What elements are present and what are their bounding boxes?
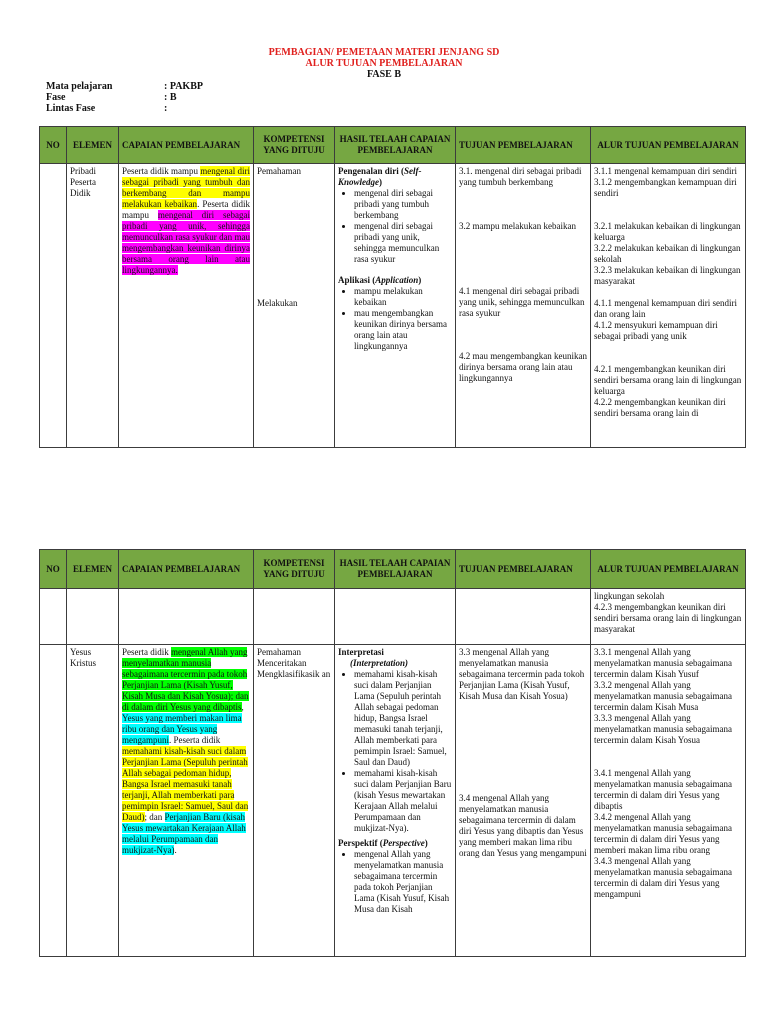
col-header-tujuan: TUJUAN PEMBELAJARAN: [456, 127, 591, 164]
telaah-list-2: • mengenal Allah yang menyelamatkan manusia sebagaimana tercermin pada tokoh Perjanjian Lama (Kisah Yusuf, Kisah Musa dan Kisah: [338, 849, 452, 915]
cell-elemen: Pribadi Peserta Didik: [67, 164, 119, 448]
telaah-list-2: • mampu melakukan kebaikan • mau mengembangkan keunikan dirinya bersama orang lain atau lingkungannya: [338, 286, 452, 352]
atp-table-1: [39, 126, 746, 448]
col-header-capaian: CAPAIAN PEMBELAJARAN: [119, 550, 254, 589]
col-header-no: NO: [40, 127, 67, 164]
atp-table-2: [39, 549, 746, 957]
col-header-alur: ALUR TUJUAN PEMBELAJARAN: [591, 127, 746, 164]
cell-alur: 3.1.1 mengenal kemampuan diri sendiri 3.1.2 mengembangkan kemampuan diri sendiri 3.2.1 melakukan kebaikan di lingkungan keluarga 3.2.2 melakukan kebaikan di lingkungan sekolah 3.2.3 melakukan kebaikan di lingkungan masyarakat 4.1.1 mengenal kemampuan diri sendiri dan orang lain 4.1.2 mensyukuri kemampuan diri sebagai pribadi yang unik 4.2.1 mengembangkan keunikan diri sendiri bersama orang lain di lingkungan keluarga 4.2.2 mengembangkan keunikan diri sendiri bersama orang lain di: [591, 164, 746, 448]
col-header-alur: ALUR TUJUAN PEMBELAJARAN: [591, 550, 746, 589]
cell-alur-continued: lingkungan sekolah 4.2.3 mengembangkan keunikan diri sendiri bersama orang lain di lingkungan masyarakat: [591, 589, 746, 645]
doc-phase: FASE B: [367, 69, 401, 80]
telaah-list-1: • mengenal diri sebagai pribadi yang tumbuh berkembang • mengenal diri sebagai pribadi yang unik, sehingga memunculkan rasa syukur: [338, 188, 452, 265]
telaah-list-1: • memahami kisah-kisah suci dalam Perjanjian Lama (Sepuluh perintah Allah sebagai pedoman hidup, Bangsa Israel memasuki tanah terjanji, Allah memberkati para pemimpin Israel: Samuel, Saul dan Daud) • memahami kisah-kisah suci dalam Perjanjian Baru (kisah Yesus mewartakan Kerajaan Allah melalui Perumpamaan dan mukjizat-Nya).: [338, 669, 452, 834]
col-header-kompetensi: KOMPETENSI YANG DITUJU: [254, 550, 335, 589]
cell-no: [40, 164, 67, 448]
cell-telaah: Interpretasi (Interpretation) • memahami kisah-kisah suci dalam Perjanjian Lama (Sepuluh perintah Allah sebagai pedoman hidup, Bangsa Israel memasuki tanah terjanji, Allah memberkati para pemimpin Israel: Samuel, Saul dan Daud) • memahami kisah-kisah suci dalam Perjanjian Baru (kisah Yesus mewartakan Kerajaan Allah melalui Perumpamaan dan mukjizat-Nya). Perspektif (Perspective) • mengenal Allah yang menyelamatkan manusia sebagaimana tercermin pada tokoh Perjanjian Lama (Kisah Yusuf, Kisah Musa dan Kisah: [335, 645, 456, 957]
doc-subtitle: ALUR TUJUAN PEMBELAJARAN: [305, 58, 463, 69]
col-header-elemen: ELEMEN: [67, 550, 119, 589]
doc-title: PEMBAGIAN/ PEMETAAN MATERI JENJANG SD: [268, 47, 500, 58]
meta-phase: Fase : B: [46, 92, 177, 103]
table-row: [40, 164, 746, 448]
cell-kompetensi: Pemahaman Menceritakan Mengklasifikasik an: [254, 645, 335, 957]
table-row: [40, 589, 746, 645]
cell-tujuan: 3.1. mengenal diri sebagai pribadi yang tumbuh berkembang 3.2 mampu melakukan kebaikan 4.1 mengenal diri sebagai pribadi yang unik, sehingga memunculkan rasa syukur 4.2 mau mengembangkan keunikan dirinya bersama orang lain atau lingkungannya: [456, 164, 591, 448]
cell-kompetensi: Pemahaman Melakukan: [254, 164, 335, 448]
col-header-tujuan: TUJUAN PEMBELAJARAN: [456, 550, 591, 589]
table-row: [40, 645, 746, 957]
col-header-telaah: HASIL TELAAH CAPAIAN PEMBELAJARAN: [335, 127, 456, 164]
table-header-row: [40, 550, 746, 589]
cell-capaian: Peserta didik mampu mengenal diri sebagai pribadi yang tumbuh dan berkembang dan mampu melakukan kebaikan. Peserta didik mampu mengenal diri sebagai pribadi yang unik, sehingga memunculkan rasa syukur dan mau mengembangkan keunikan dirinya bersama orang lain atau lingkungannya.: [119, 164, 254, 448]
col-header-elemen: ELEMEN: [67, 127, 119, 164]
cell-telaah: Pengenalan diri (Self-Knowledge) • mengenal diri sebagai pribadi yang tumbuh berkembang • mengenal diri sebagai pribadi yang unik, sehingga memunculkan rasa syukur Aplikasi (Application) • mampu melakukan kebaikan • mau mengembangkan keunikan dirinya bersama orang lain atau lingkungannya: [335, 164, 456, 448]
col-header-kompetensi: KOMPETENSI YANG DITUJU: [254, 127, 335, 164]
meta-cross-phase: Lintas Fase :: [46, 103, 168, 114]
cell-elemen: Yesus Kristus: [67, 645, 119, 957]
col-header-telaah: HASIL TELAAH CAPAIAN PEMBELAJARAN: [335, 550, 456, 589]
table-header-row: [40, 127, 746, 164]
cell-capaian: Peserta didik mengenal Allah yang menyelamatkan manusia sebagaimana tercermin pada tokoh Perjanjian Lama (Kisah Yusuf, Kisah Musa dan Kisah Yosua); dan di dalam diri Yesus yang dibaptis, Yesus yang memberi makan lima ribu orang dan Yesus yang mengampuni. Peserta didik memahami kisah-kisah suci dalam Perjanjian Lama (Sepuluh perintah Allah sebagai pedoman hidup, Bangsa Israel memasuki tanah terjanji, Allah memberkati para pemimpin Israel: Samuel, Saul dan Daud); dan Perjanjian Baru (kisah Yesus mewartakan Kerajaan Allah melalui Perumpamaan dan mukjizat-Nya).: [119, 645, 254, 957]
cell-tujuan: 3.3 mengenal Allah yang menyelamatkan manusia sebagaimana tercermin pada tokoh Perjanjian Lama (Kisah Yusuf, Kisah Musa dan Kisah Yosua) 3.4 mengenal Allah yang menyelamatkan manusia sebagaimana tercermin di dalam diri Yesus yang dibaptis dan Yesus yang memberi makan lima ribu orang dan Yesus yang mengampuni: [456, 645, 591, 957]
meta-subject: Mata pelajaran : PAKBP: [46, 81, 203, 92]
cell-no: [40, 645, 67, 957]
col-header-no: NO: [40, 550, 67, 589]
cell-alur: 3.3.1 mengenal Allah yang menyelamatkan manusia sebagaimana tercermin dalam Kisah Yusuf 3.3.2 mengenal Allah yang menyelamatkan manusia sebagaimana tercermin dalam Kisah Musa 3.3.3 mengenal Allah yang menyelamatkan manusia sebagaimana tercermin dalam Kisah Yosua 3.4.1 mengenal Allah yang menyelamatkan manusia sebagaimana tercermin di dalam diri Yesus yang dibaptis 3.4.2 mengenal Allah yang menyelamatkan manusia sebagaimana tercermin di dalam diri Yesus yang memberi makan lima ribu orang 3.4.3 mengenal Allah yang menyelamatkan manusia sebagaimana tercermin di dalam diri Yesus yang mengampuni: [591, 645, 746, 957]
col-header-capaian: CAPAIAN PEMBELAJARAN: [119, 127, 254, 164]
